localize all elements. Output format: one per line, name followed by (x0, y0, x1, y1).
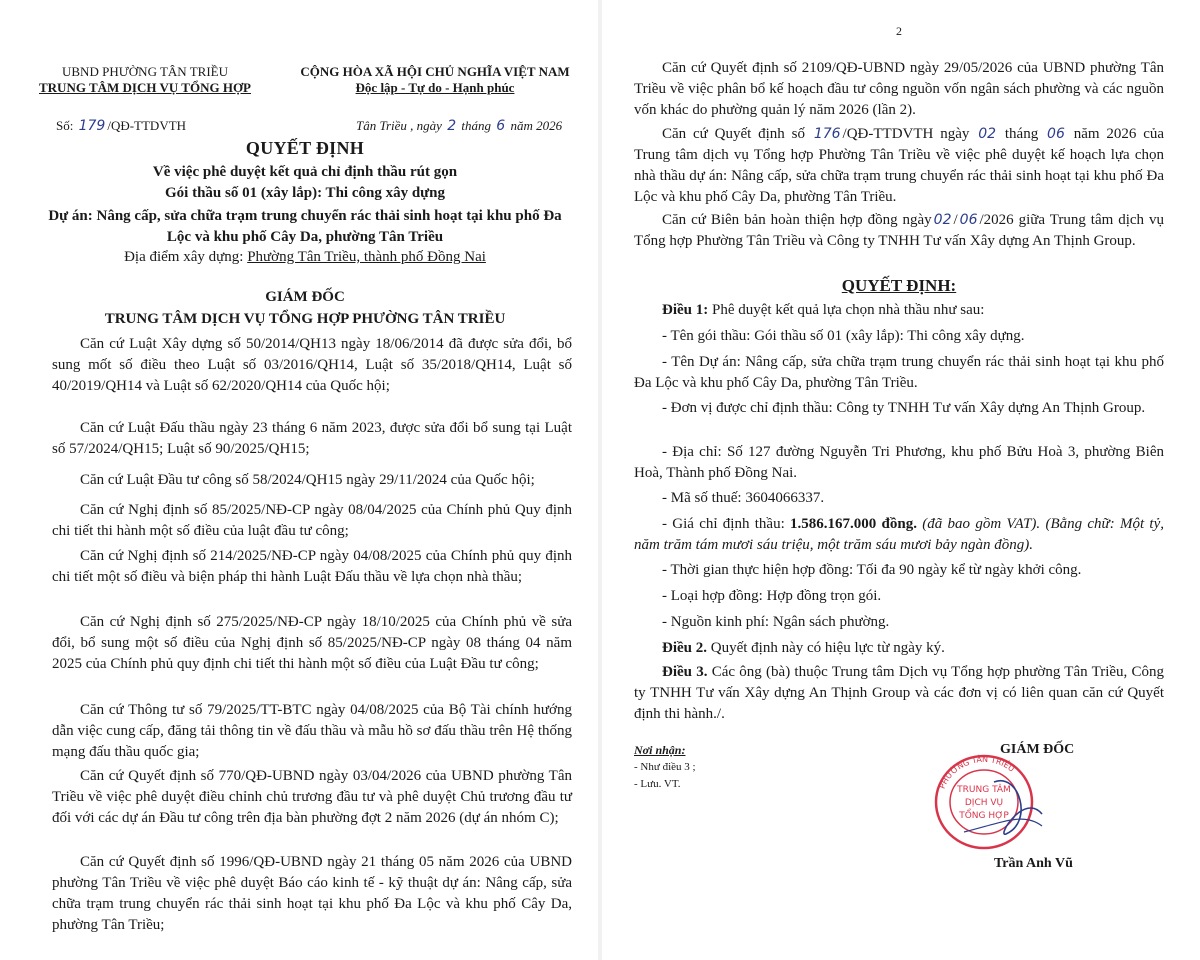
seal-line: TỔNG HỢP (959, 811, 1009, 821)
article-3: Điều 3. Các ông (bà) thuộc Trung tâm Dịch vụ Tổng hợp phường Tân Triều, Công ty TNHH Tư vấn Xây dựng An Thịnh Group và các đơn vị có liên quan căn cứ Quyết định thi hành./. (634, 664, 1165, 722)
legal-basis-paragraph: Căn cứ Quyết định số 1996/QĐ-UBND ngày 21 tháng 05 năm 2026 của UBND phường Tân Triều về việc phê duyệt Báo cáo kinh tế - kỹ thuật dự án: Nâng cấp, sửa chữa trạm trung chuyển rác thải sinh hoạt tại khu phố Đa Lộc và khu phố Cây Da, phường Tân Triều; (52, 854, 572, 933)
legal-basis-paragraph: Căn cứ Nghị định số 275/2025/NĐ-CP ngày 18/10/2025 của Chính phủ về sửa đổi, bổ sung một số điều của Nghị định số 85/2025/NĐ-CP ngày 08 tháng 04 năm 2025 của Chính phủ quy định chi tiết thi hành một số điều của Luật Đầu tư công; (52, 614, 572, 672)
item-contractor: - Đơn vị được chỉ định thầu: Công ty TNHH Tư vấn Xây dựng An Thịnh Group. (662, 400, 1146, 416)
subject-line: Về việc phê duyệt kết quả chỉ định thầu rút gọn (152, 164, 458, 180)
signer-name: Trần Anh Vũ (994, 856, 1073, 871)
national-motto: Độc lập - Tự do - Hạnh phúc (355, 80, 515, 95)
item-funding: - Nguồn kinh phí: Ngân sách phường. (662, 614, 890, 630)
legal-basis-paragraph: Căn cứ Biên bản hoàn thiện hợp đồng ngày 02 / 06 /2026 giữa Trung tâm dịch vụ Tổng hợp Phường Tân Triều và Công ty TNHH Tư vấn Xây dựng An Thịnh Group. (634, 212, 1164, 249)
article-1: Điều 1: Phê duyệt kết quả lựa chọn nhà thầu như sau: (662, 302, 985, 318)
project-line: Dự án: Nâng cấp, sửa chữa trạm trung chuyển rác thải sinh hoạt tại khu phố Đa Lộc và khu phố Cây Da, phường Tân Triều (48, 208, 562, 245)
national-header (282, 64, 588, 96)
item-address: - Địa chỉ: Số 127 đường Nguyễn Tri Phương, khu phố Bửu Hoà 3, phường Biên Hoà, Thành phố Đồng Nai. (634, 444, 1164, 481)
legal-basis-paragraph: Căn cứ Nghị định số 85/2025/NĐ-CP ngày 08/04/2025 của Chính phủ Quy định chi tiết thi hành một số điều của luật đầu tư công; (52, 502, 572, 539)
item-contract-type: - Loại hợp đồng: Hợp đồng trọn gói. (662, 588, 882, 604)
document-number: Số: 179 /QĐ-TTDVTH (56, 118, 187, 134)
agency-parent: UBND PHƯỜNG TÂN TRIỀU (62, 64, 228, 79)
item-project-name: - Tên Dự án: Nâng cấp, sửa chữa trạm trung chuyển rác thải sinh hoạt tại khu phố Đa Lộc và khu phố Cây Da, phường Tân Triều. (634, 354, 1164, 391)
recipient-item: - Như điều 3 ; (634, 761, 696, 773)
handwritten-number: 176 (813, 126, 841, 142)
document-date: Tân Triều , ngày 2 tháng 6 năm 2026 (356, 118, 563, 134)
legal-basis-paragraph: Căn cứ Quyết định số 770/QĐ-UBND ngày 03/04/2026 của UBND phường Tân Triều về việc phê duyệt điều chỉnh chủ trương đầu tư và phê duyệt Chủ trương đầu tư đối với các dự án Đầu tư công trên địa bàn phường đợt 2 năm 2026 (dự án nhóm C); (52, 768, 572, 826)
agency-name: TRUNG TÂM DỊCH VỤ TỔNG HỢP (39, 80, 251, 95)
document-title: QUYẾT ĐỊNH (245, 138, 365, 158)
official-seal-icon (924, 752, 1044, 852)
legal-basis-paragraph: Căn cứ Luật Đấu thầu ngày 23 tháng 6 năm 2023, được sửa đổi bổ sung tại Luật số 57/2024/QH15; Luật số 90/2025/QH15; (52, 420, 572, 457)
price-amount: 1.586.167.000 đồng. (790, 516, 917, 532)
handwritten-month: 06 (959, 212, 978, 228)
legal-basis-paragraph: Căn cứ Quyết định số 176 /QĐ-TTDVTH ngày 02 tháng 06 năm 2026 của Trung tâm dịch vụ Tổng hợp Phường Tân Triều về việc phê duyệt kế hoạch lựa chọn nhà thầu dự án: Nâng cấp, sửa chữa trạm trung chuyển rác thải sinh hoạt tại khu phố Đa Lộc và khu phố Cây Da, phường Tân Triều. (634, 126, 1165, 205)
handwritten-month: 06 (1047, 126, 1065, 142)
seal-line: DỊCH VỤ (964, 798, 1004, 808)
signature-title: GIÁM ĐỐC (1000, 742, 1075, 757)
handwritten-day: 2 (447, 118, 457, 134)
legal-basis-paragraph: Căn cứ Luật Xây dựng số 50/2014/QH13 ngày 18/06/2014 đã được sửa đổi, bổ sung mốt số điều theo Luật số 03/2016/QH14, Luật số 35/2018/QH14, Luật số 40/2019/QH14 và Luật số 62/2020/QH14 của Quốc hội; (52, 336, 572, 394)
recipients-title: Nơi nhận: (634, 743, 686, 757)
item-contract-price: - Giá chỉ định thầu: 1.586.167.000 đồng. (đã bao gồm VAT). (Bằng chữ: Một tỷ, năm trăm tám mươi sáu triệu, một trăm sáu mươi bảy ngàn đồng). (634, 516, 1165, 553)
item-tax-code: - Mã số thuế: 3604066337. (662, 490, 825, 506)
construction-location: Địa điểm xây dựng: Phường Tân Triều, thành phố Đồng Nai (124, 249, 486, 265)
seal-ring-text: PHƯỜNG TÂN TRIỀU (937, 754, 1017, 791)
signature-stroke (964, 819, 1042, 832)
package-line: Gói thầu số 01 (xây lắp): Thi công xây dựng (164, 185, 446, 201)
document-page-1 (0, 0, 598, 960)
handwritten-number: 179 (78, 118, 106, 134)
article-2: Điều 2. Quyết định này có hiệu lực từ ngày ký. (662, 640, 945, 656)
decision-heading: QUYẾT ĐỊNH: (841, 276, 957, 295)
handwritten-day: 02 (978, 126, 997, 142)
legal-basis-paragraph: Căn cứ Nghị định số 214/2025/NĐ-CP ngày 04/08/2025 của Chính phủ quy định chi tiết một số điều và biện pháp thi hành Luật Đấu thầu về lựa chọn nhà thầu; (52, 548, 572, 585)
authority-name: TRUNG TÂM DỊCH VỤ TỔNG HỢP PHƯỜNG TÂN TRIỀU (104, 311, 506, 327)
authority-title: GIÁM ĐỐC (265, 289, 345, 305)
handwritten-day: 02 (933, 212, 952, 228)
item-package-name: - Tên gói thầu: Gói thầu số 01 (xây lắp): Thi công xây dựng. (662, 328, 1025, 344)
item-duration: - Thời gian thực hiện hợp đồng: Tối đa 90 ngày kể từ ngày khởi công. (662, 562, 1082, 578)
recipients (634, 742, 696, 793)
legal-basis-paragraph: Căn cứ Luật Đầu tư công số 58/2024/QH15 ngày 29/11/2024 của Quốc hội; (80, 472, 535, 488)
handwritten-month: 6 (496, 118, 506, 134)
legal-basis-paragraph: Căn cứ Thông tư số 79/2025/TT-BTC ngày 04/08/2025 của Bộ Tài chính hướng dẫn việc cung cấp, đăng tải thông tin về đấu thầu và mẫu hồ sơ đấu thầu trên Hệ thống mạng đấu thầu quốc gia; (52, 702, 572, 760)
legal-basis-paragraph: Căn cứ Quyết định số 2109/QĐ-UBND ngày 29/05/2026 của UBND phường Tân Triều về việc phân bổ kế hoạch đầu tư công nguồn vốn ngân sách phường và các nguồn vốn khác do phường quản lý năm 2026 (lần 2). (634, 60, 1164, 118)
issuing-agency (26, 64, 264, 96)
recipient-item: - Lưu. VT. (634, 778, 681, 790)
page-number: 2 (896, 24, 902, 38)
seal-line: TRUNG TÂM (957, 785, 1011, 795)
nation-name: CỘNG HÒA XÃ HỘI CHỦ NGHĨA VIỆT NAM (300, 64, 570, 79)
